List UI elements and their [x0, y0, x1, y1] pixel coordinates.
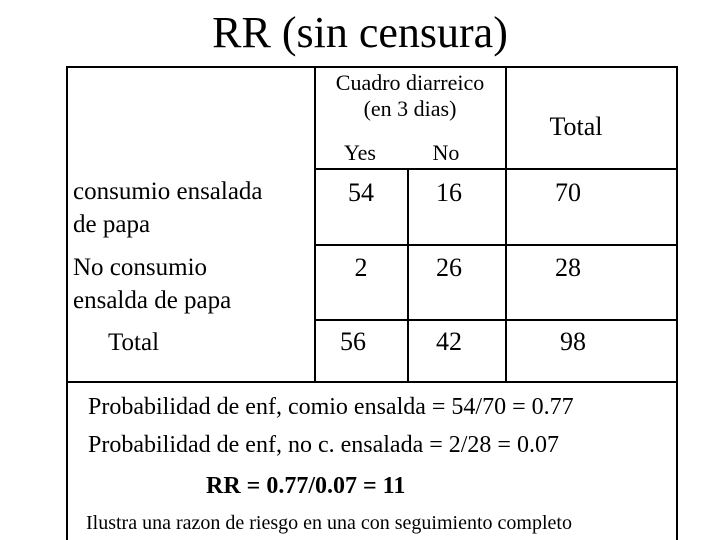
- table-cell: 26: [436, 253, 462, 282]
- table-cell: 54: [348, 178, 374, 207]
- row-label: [108, 326, 159, 359]
- table-cell: 98: [560, 327, 586, 356]
- probability-line: Probabilidad de enf, no c. ensalada = 2/28 = 0.07: [88, 432, 559, 458]
- table-cell: 28: [555, 253, 581, 282]
- col-header-yes: Yes: [343, 140, 376, 165]
- slide-title: RR (sin censura): [212, 8, 508, 57]
- table-cell: 42: [436, 327, 462, 356]
- table-cell: 2: [354, 253, 368, 282]
- table-divider: [314, 319, 678, 321]
- group-header-line: (en 3 dias): [363, 96, 457, 121]
- table-divider: [314, 244, 678, 246]
- table-cell: 16: [436, 178, 462, 207]
- risk-ratio-result: RR = 0.77/0.07 = 11: [206, 473, 406, 499]
- table-cell: 70: [555, 178, 581, 207]
- row-label-line: de papa: [73, 211, 151, 238]
- group-header: [316, 70, 504, 122]
- row-label: [73, 251, 231, 317]
- row-label-line: Total: [108, 329, 160, 356]
- probability-line: Probabilidad de enf, comio ensalda = 54/70 = 0.77: [88, 394, 574, 420]
- group-header-line: Cuadro diarreico: [335, 70, 485, 95]
- table-divider: [66, 381, 678, 383]
- col-header-total: Total: [549, 112, 603, 141]
- footer-caption: Ilustra una razon de riesgo en una con seguimiento completo: [86, 512, 572, 534]
- row-label-line: ensalda de papa: [73, 287, 232, 314]
- table-divider: [314, 168, 678, 170]
- table-cell: 56: [340, 327, 366, 356]
- col-header-no: No: [432, 140, 460, 165]
- row-label-line: No consumio: [73, 254, 208, 281]
- row-label: [73, 175, 263, 241]
- table-divider: [407, 170, 409, 382]
- row-label-line: consumio ensalada: [73, 178, 263, 205]
